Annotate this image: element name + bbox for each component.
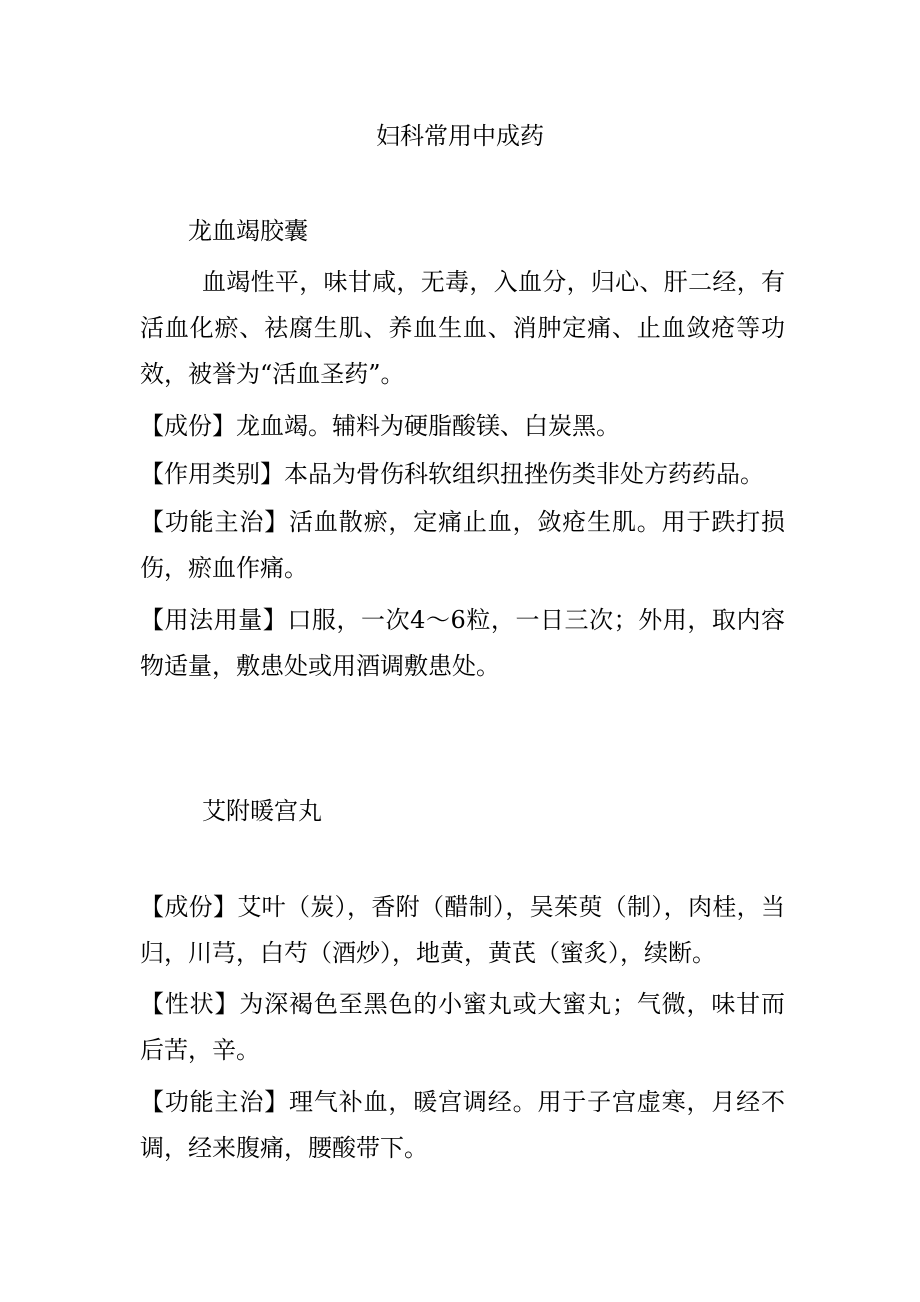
entry-ingredients	[140, 403, 785, 449]
entry-text: 活血散瘀，定痛止血，敛疮生肌。用于跌打损伤，瘀血作痛。	[140, 508, 786, 582]
entry-text: 口服，一次4～6粒，一日三次；外用，取内容物适量，敷患处或用酒调敷患处。	[140, 606, 785, 680]
document-title: 妇科常用中成药	[376, 122, 544, 150]
entry-indications	[140, 499, 785, 591]
entry-ingredients	[140, 884, 785, 976]
section-heading-aifu: 艾附暖宫丸	[202, 797, 322, 825]
entry-indications	[140, 1079, 785, 1171]
section-heading-longxuejie: 龙血竭胶囊	[188, 217, 308, 245]
entry-text: 理气补血，暖宫调经。用于子宫虚寒，月经不调，经来腹痛，腰酸带下。	[140, 1088, 786, 1162]
entry-category	[140, 451, 785, 497]
entry-label: 【成份】	[140, 893, 238, 921]
entry-text: 为深褐色至黑色的小蜜丸或大蜜丸；气微，味甘而后苦，辛。	[140, 990, 786, 1064]
entry-label: 【成份】	[140, 412, 236, 440]
entry-text: 艾叶（炭），香附（醋制），吴茱萸（制），肉桂，当归，川芎，白芍（酒炒），地黄，黄芪（蜜炙），续断。	[140, 893, 786, 967]
entry-label: 【用法用量】	[140, 606, 288, 634]
entry-dosage	[140, 597, 785, 689]
entry-label: 【性状】	[140, 990, 240, 1018]
entry-label: 【功能主治】	[140, 1088, 290, 1116]
entry-text: 本品为骨伤科软组织扭挫伤类非处方药药品。	[284, 460, 764, 488]
entry-text: 龙血竭。辅料为硬脂酸镁、白炭黑。	[236, 412, 620, 440]
entry-properties	[140, 981, 785, 1073]
entry-label: 【功能主治】	[140, 508, 290, 536]
entry-label: 【作用类别】	[140, 460, 284, 488]
section-intro-longxuejie: 血竭性平，味甘咸，无毒，入血分，归心、肝二经，有活血化瘀、祛腐生肌、养血生血、消肿定痛、止血敛疮等功效，被誉为“活血圣药”。	[140, 268, 785, 388]
